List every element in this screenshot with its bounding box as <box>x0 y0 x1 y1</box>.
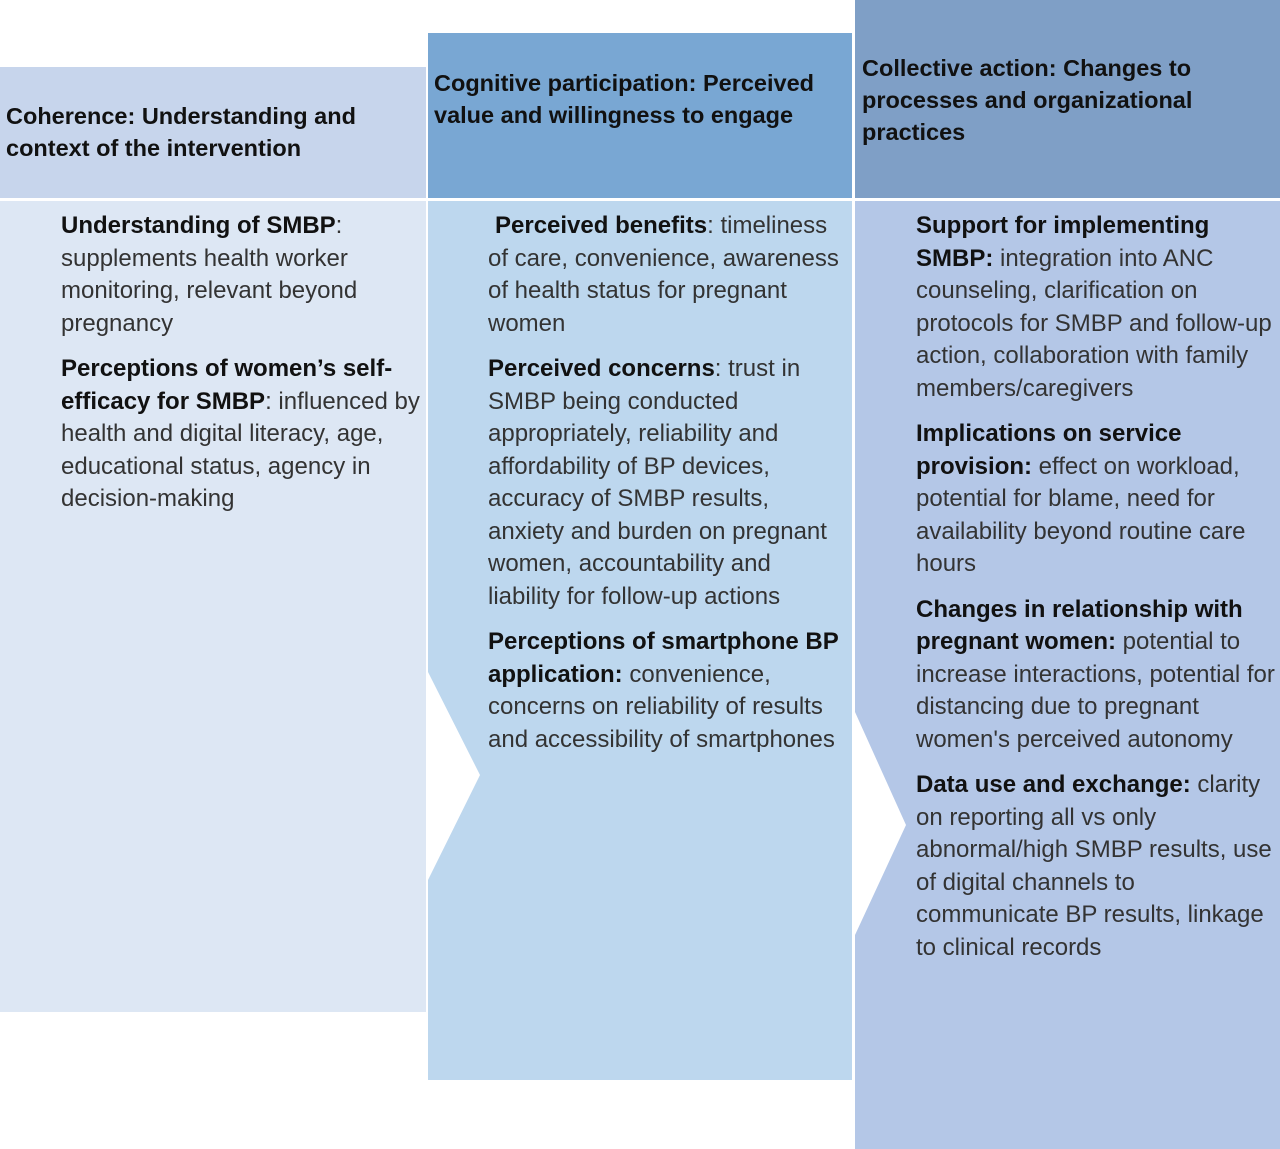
item-label: Understanding of SMBP <box>61 212 336 239</box>
cognitive-participation-body <box>488 210 843 769</box>
collective-action-header: Collective action: Changes to processes and organizational practices <box>862 55 1193 145</box>
coherence-item <box>61 210 421 340</box>
item-separator: : <box>707 212 714 239</box>
item-label: Perceived concerns <box>488 355 715 382</box>
item-label: Perceptions of smartphone BP application: <box>488 628 839 688</box>
collective-action-item <box>916 418 1276 581</box>
item-separator: : <box>714 355 722 382</box>
collective-action-item <box>916 594 1276 757</box>
item-label: Data use and exchange: <box>916 771 1191 798</box>
coherence-item <box>61 353 421 516</box>
item-text: effect on workload, potential for blame, need for availability beyond routine care hours <box>916 452 1246 577</box>
item-text: influenced by health and digital literacy, age, educational status, agency in decision-making <box>61 387 420 512</box>
collective-action-item <box>916 769 1276 964</box>
item-label: Implications on service provision: <box>916 420 1182 480</box>
item-separator: : <box>265 387 272 415</box>
item-text: potential to increase interactions, potential for distancing due to pregnant women's perceived autonomy <box>916 628 1275 753</box>
item-label: Support for implementing SMBP: <box>916 212 1210 272</box>
item-text: convenience, concerns on reliability of results and accessibility of smartphones <box>488 660 835 753</box>
item-text: clarity on reporting all vs only abnormal/high SMBP results, use of digital channels to communicate BP results, linkage to clinical records <box>916 771 1272 961</box>
cognitive-participation-header: Cognitive participation: Perceived value and willingness to engage <box>434 70 815 128</box>
item-label: Perceptions of women’s self-efficacy for SMBP <box>61 355 393 415</box>
cognitive-participation-item <box>488 353 843 613</box>
item-text: integration into ANC counseling, clarification on protocols for SMBP and follow-up action, collaboration with family members/caregivers <box>916 244 1272 402</box>
cognitive-participation-item <box>488 626 843 756</box>
item-text: supplements health worker monitoring, relevant beyond pregnancy <box>61 244 358 337</box>
item-label: Changes in relationship with pregnant women: <box>916 595 1243 655</box>
item-text: timeliness of care, convenience, awareness of health status for pregnant women <box>488 212 839 337</box>
coherence-header: Coherence: Understanding and context of the intervention <box>6 103 356 161</box>
item-text: trust in SMBP being conducted appropriately, reliability and affordability of BP devices, accuracy of SMBP results, anxiety and burden on pregnant women, accountability and liability for follow-up actions <box>488 355 827 610</box>
cognitive-participation-item <box>488 210 843 340</box>
item-label: Perceived benefits <box>495 212 708 239</box>
item-separator: : <box>335 212 343 239</box>
collective-action-item <box>916 210 1276 405</box>
coherence-body <box>61 210 421 529</box>
collective-action-body <box>916 210 1276 977</box>
